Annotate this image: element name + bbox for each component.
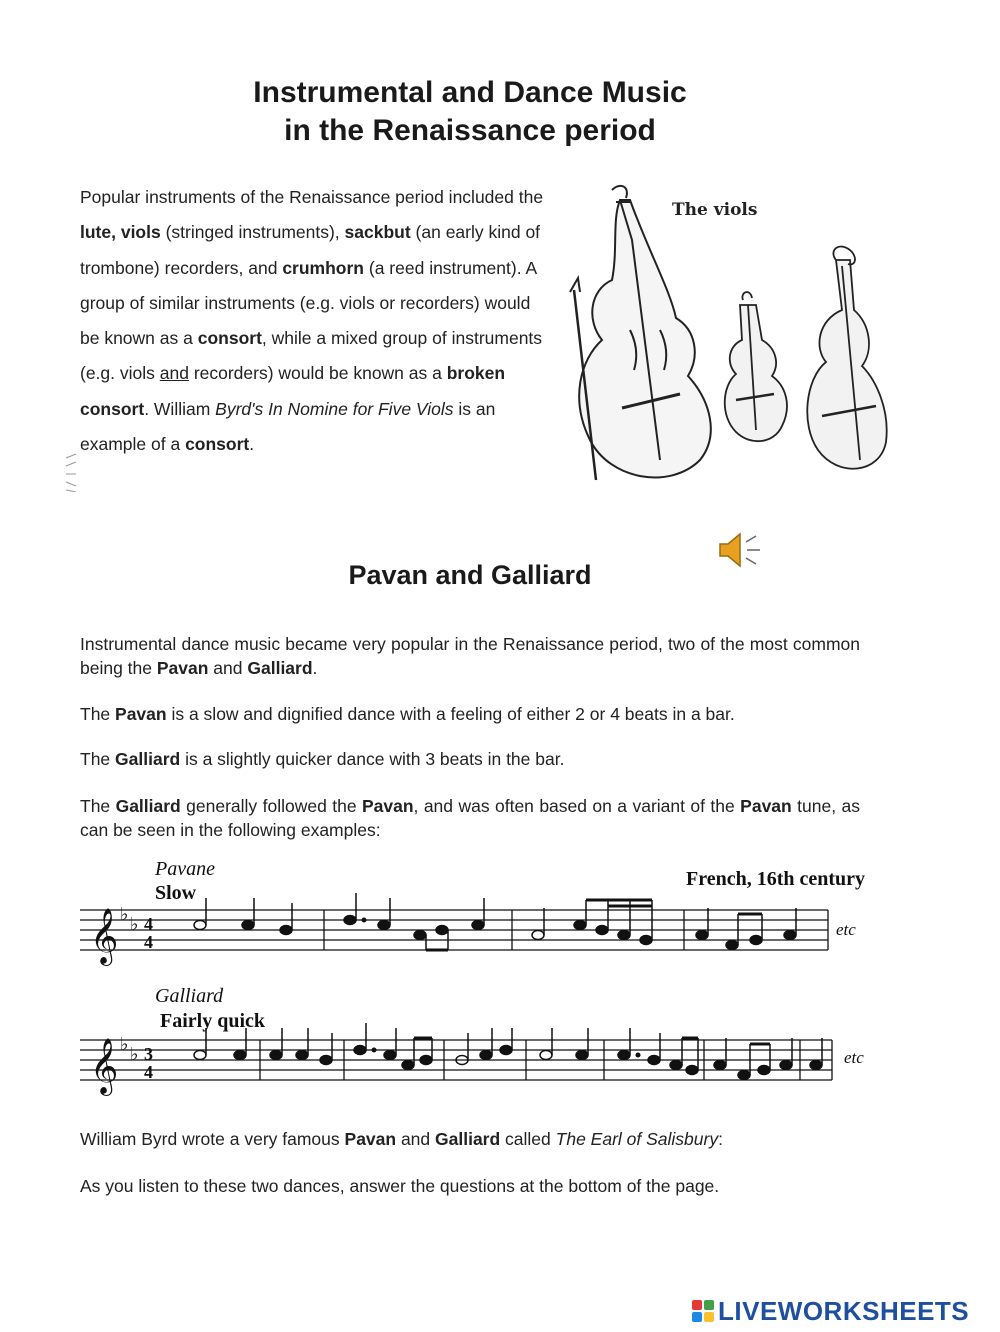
viols-label: The viols [672, 200, 758, 220]
term-pavan: Pavan [344, 1129, 397, 1149]
intro-text: (stringed instruments), [160, 222, 345, 243]
para-text: called [500, 1129, 556, 1149]
term-galliard: Galliard [115, 796, 181, 816]
paragraph-galliard [80, 747, 860, 771]
term-crumhorn: crumhorn [282, 257, 365, 278]
time-sig-top: 4 [144, 914, 153, 934]
svg-text:♭: ♭ [130, 914, 139, 935]
score-pavane-tempo: Slow [155, 882, 197, 904]
intro-text: recorders) would be known as a [188, 363, 447, 384]
para-text: and [208, 658, 248, 678]
para-text: is a slow and dignified dance with a feeling of either 2 or 4 beats in a bar. [166, 704, 735, 724]
para-text: The [80, 749, 116, 769]
term-consort: consort [185, 434, 250, 455]
logo-mark-icon [692, 1300, 714, 1322]
para-text: : [718, 1129, 723, 1149]
para-text: tune, as can be seen in the following examples: [80, 796, 860, 840]
intro-text: . [249, 434, 255, 455]
para-text: generally followed the [180, 796, 362, 816]
term-sackbut: sackbut [344, 222, 411, 243]
paragraph-byrd [80, 1127, 860, 1151]
time-sig-bottom: 4 [144, 1062, 153, 1082]
paragraph-pavan [80, 702, 860, 726]
term-galliard: Galliard [115, 749, 181, 769]
paragraph-instructions: As you listen to these two dances, answer the questions at the bottom of the page. [80, 1176, 720, 1196]
work-earl-of-salisbury: The Earl of Salisbury [555, 1129, 719, 1149]
term-pavan: Pavan [156, 658, 209, 678]
title-line-1: Instrumental and Dance Music [253, 76, 687, 109]
section-heading: Pavan and Galliard [348, 560, 592, 590]
score-pavane-etc: etc [836, 920, 856, 939]
para-text: , and was often based on a variant of the [413, 796, 741, 816]
intro-text: . William [144, 398, 216, 419]
score-galliard-staff [80, 1020, 850, 1110]
term-galliard: Galliard [247, 658, 313, 678]
score-galliard-title: Galliard [155, 985, 224, 1007]
liveworksheets-logo[interactable] [692, 1296, 969, 1326]
para-text: . [312, 658, 318, 678]
para-text: The [80, 704, 116, 724]
intro-text: is an example of a [80, 398, 496, 455]
para-text: Instrumental dance music became very popular in the Renaissance period, two of the most common being the [80, 634, 860, 678]
paragraph-galliard-follows [80, 794, 860, 842]
para-text: and [396, 1129, 436, 1149]
title-line-2: in the Renaissance period [284, 114, 656, 147]
time-sig-bottom: 4 [144, 932, 153, 952]
logo-text: LIVEWORKSHEETS [718, 1295, 970, 1326]
intro-text: , while a mixed group of instruments (e.g. viols [80, 328, 543, 384]
treble-clef-icon: 𝄞 [90, 908, 119, 964]
term-pavan: Pavan [115, 704, 167, 724]
page-title [0, 74, 940, 150]
intro-paragraph [80, 180, 550, 462]
paragraph-dance-music [80, 632, 860, 680]
svg-text:♭: ♭ [120, 904, 129, 925]
term-pavan: Pavan [740, 796, 792, 816]
intro-text: (a reed instrument). A group of similar instruments (e.g. viols or recorders) would be known as a [80, 257, 537, 349]
term-consort: consort [197, 328, 262, 349]
score-galliard-tempo: Fairly quick [160, 1010, 266, 1032]
underlined-and: and [159, 363, 189, 384]
time-sig-top: 3 [144, 1044, 153, 1064]
score-galliard-etc: etc [844, 1048, 864, 1067]
score-pavane-origin: French, 16th century [686, 868, 866, 890]
intro-text: Popular instruments of the Renaissance period included the [80, 187, 544, 207]
svg-text:♭: ♭ [130, 1044, 139, 1065]
viols-illustration [560, 180, 890, 500]
para-text: is a slightly quicker dance with 3 beats in the bar. [180, 749, 565, 769]
term-lute-viols: lute, viols [80, 222, 161, 243]
term-galliard: Galliard [435, 1129, 501, 1149]
score-pavane-staff [80, 890, 840, 980]
term-broken-consort: broken consort [80, 363, 506, 419]
para-text: The [80, 796, 116, 816]
intro-text: (an early kind of trombone) recorders, and [80, 222, 541, 278]
margin-mark-icon [64, 452, 78, 492]
work-in-nomine: Byrd's In Nomine for Five Viols [215, 398, 454, 419]
svg-text:♭: ♭ [120, 1034, 129, 1055]
term-pavan: Pavan [361, 796, 414, 816]
para-text: William Byrd wrote a very famous [80, 1129, 345, 1149]
treble-clef-icon: 𝄞 [90, 1038, 119, 1094]
score-pavane-title: Pavane [155, 858, 215, 880]
